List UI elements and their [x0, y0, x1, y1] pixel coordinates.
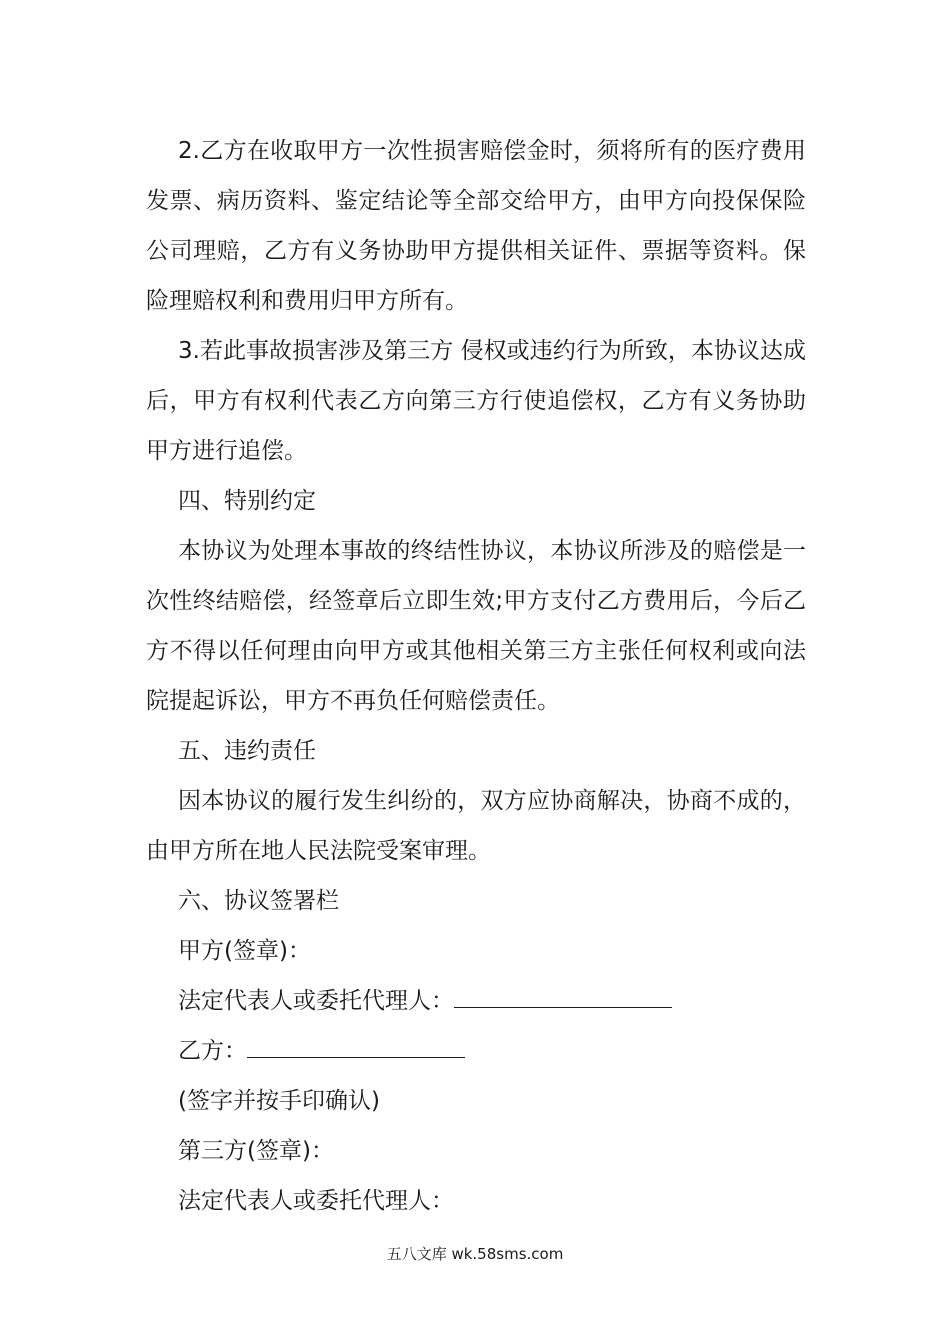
third-party-rep-line	[146, 1176, 806, 1226]
section-6-heading: 六、协议签署栏	[178, 888, 339, 914]
section-4-heading: 四、特别约定	[178, 488, 316, 514]
third-party-label: 第三方(签章)：	[178, 1138, 334, 1164]
section-5-heading: 五、违约责任	[178, 738, 316, 764]
party-b-line	[146, 1026, 806, 1076]
party-b-label: 乙方：	[178, 1038, 247, 1064]
party-a-label: 甲方(签章)：	[178, 938, 311, 964]
page-footer: 五八文库 wk.58sms.com	[386, 1245, 564, 1263]
party-a-rep-blank	[454, 985, 672, 1008]
third-party-line	[146, 1126, 806, 1176]
section-4-paragraph: 本协议为处理本事故的终结性协议，本协议所涉及的赔偿是一次性终结赔偿，经签章后立即生效;甲方支付乙方费用后，今后乙方不得以任何理由向甲方或其他相关第三方主张任何权利或向法院提起诉讼，甲方不再负任何赔偿责任。	[146, 538, 806, 714]
clause-2-paragraph: 2.乙方在收取甲方一次性损害赔偿金时，须将所有的医疗费用发票、病历资料、鉴定结论等全部交给甲方，由甲方向投保保险公司理赔，乙方有义务协助甲方提供相关证件、票据等资料。保险理赔权利和费用归甲方所有。	[146, 138, 806, 314]
party-b-note-line	[146, 1076, 806, 1126]
clause-3-paragraph: 3.若此事故损害涉及第三方 侵权或违约行为所致，本协议达成后，甲方有权利代表乙方向第三方行使追偿权，乙方有义务协助甲方进行追偿。	[146, 338, 806, 464]
party-a-rep-label: 法定代表人或委托代理人：	[178, 988, 454, 1014]
party-a-line	[146, 926, 806, 976]
party-b-blank	[247, 1035, 465, 1058]
party-b-note: (签字并按手印确认)	[178, 1088, 380, 1114]
section-5-paragraph: 因本协议的履行发生纠纷的，双方应协商解决，协商不成的，由甲方所在地人民法院受案审理。	[146, 788, 806, 864]
document-body	[146, 126, 806, 1226]
third-party-rep-label: 法定代表人或委托代理人：	[178, 1188, 454, 1214]
party-a-rep-line	[146, 976, 806, 1026]
